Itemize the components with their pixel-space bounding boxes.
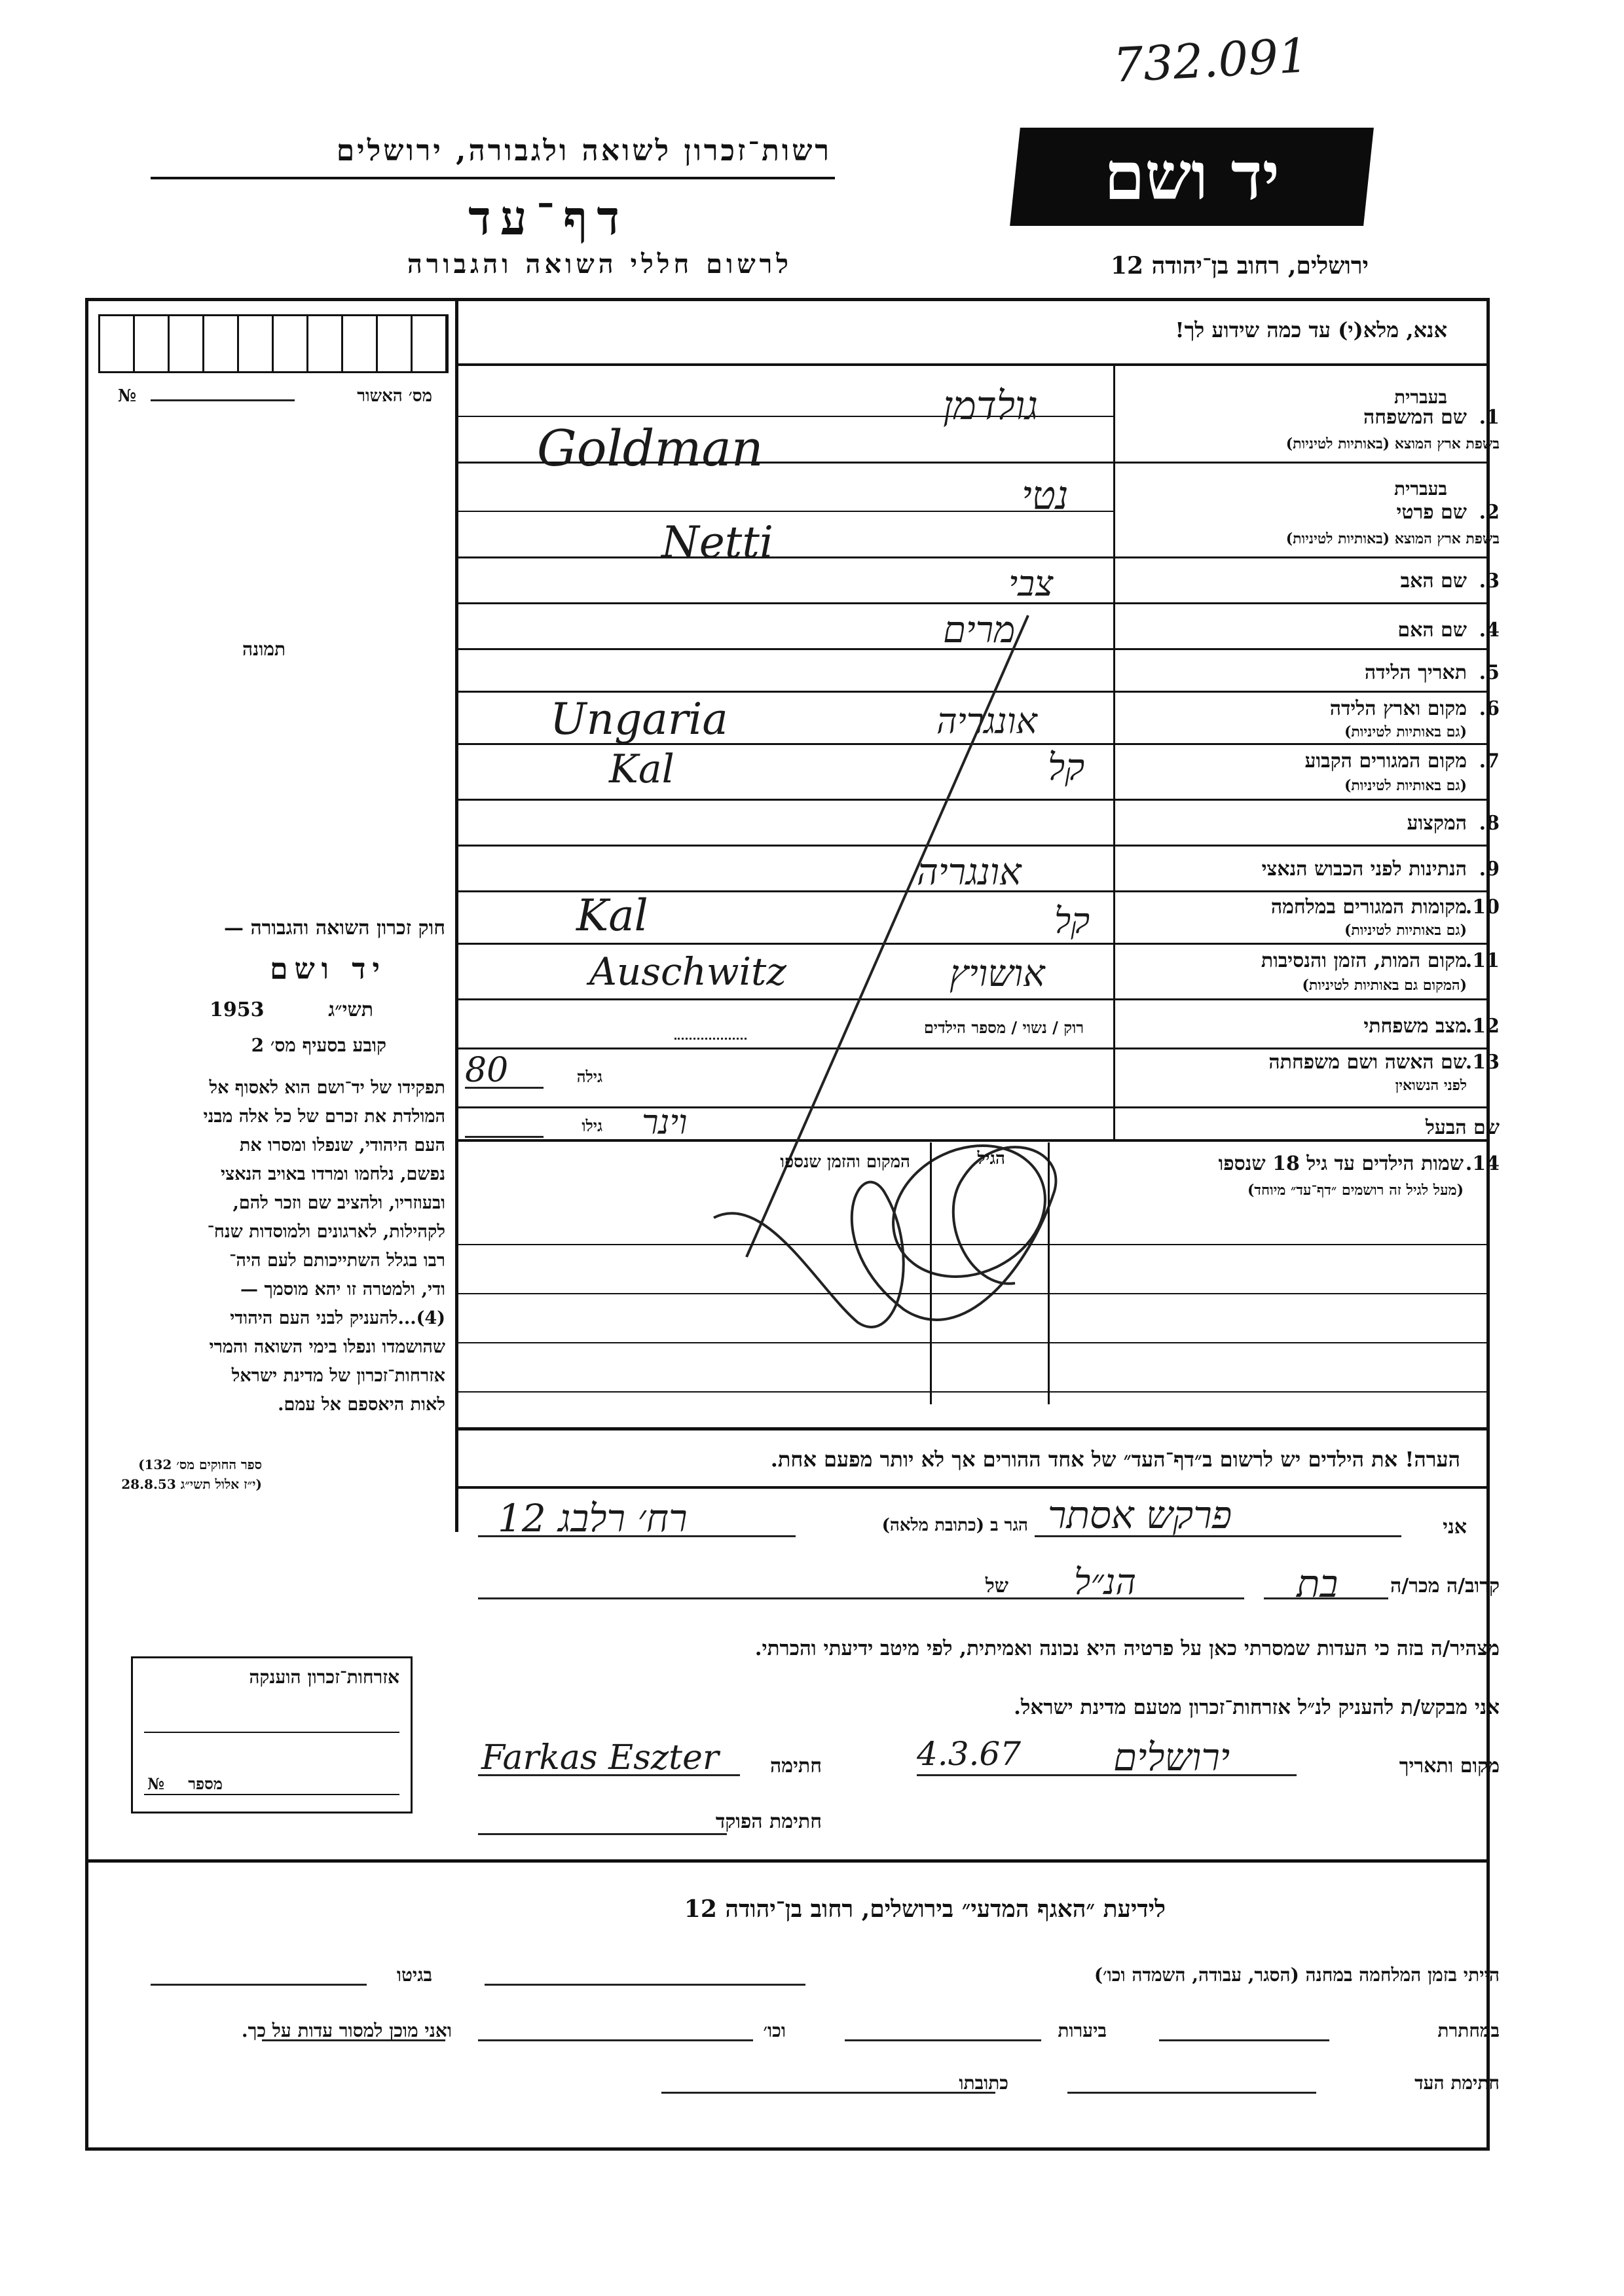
children-row-line (458, 1342, 1490, 1343)
date-value: 4.3.67 (917, 1735, 1022, 1773)
field-1-sub: בשפת ארץ המוצא (באותיות לטיניות) (1285, 435, 1500, 452)
children-row-line (458, 1293, 1490, 1294)
ready-line (262, 2039, 445, 2041)
field-12-options: רוק / נשוי / מספר הילדים (923, 1018, 1084, 1037)
residence-latin-value: Kal (609, 746, 674, 792)
mother-name-value: מרים (943, 609, 1016, 651)
camp-line (485, 1984, 805, 1986)
etc-label: וכו׳ (763, 2020, 786, 2041)
signature-value: Farkas Eszter (481, 1738, 719, 1777)
authority-name: רשות־זכרון לשואה ולגבורה, ירושלים (336, 134, 832, 168)
children-col-divider (930, 1142, 932, 1404)
field-11-num: 11. (1465, 949, 1500, 972)
left-column-divider (455, 298, 458, 1532)
children-col-divider (1048, 1142, 1050, 1404)
place-value: ירושלים (1113, 1735, 1230, 1779)
officer-line (478, 1833, 727, 1835)
note-text: הערה! את הילדים יש לרשום ב״דף־העד״ של אחד ההורים אך לא יותר מפעם אחת. (770, 1447, 1460, 1472)
lower-title: לידיעת ״האגף המדעי״ בירושלים, רחוב בן־יהודה 12 (684, 1895, 1166, 1923)
field-13-num: 13. (1465, 1051, 1500, 1074)
field-11-sub: (המקום גם באותיות לטיניות) (1302, 977, 1467, 994)
death-place-latin-value: Auschwitz (589, 949, 786, 994)
row-subline (458, 511, 1113, 512)
field-2-label: שם פרטי (1396, 501, 1467, 524)
field-11-label: מקום המות, הזמן והנסיבות (1261, 949, 1467, 972)
field-5-num: 5. (1479, 661, 1500, 684)
law-line: לאות היאספם אל עמם. (278, 1394, 445, 1415)
field-9-label: הנתינות לפני הכבוש הנאצי (1261, 858, 1467, 881)
surname-latin-value: Goldman (537, 419, 764, 477)
logo-text: יד ושם (1104, 137, 1280, 215)
ghetto-line (151, 1984, 367, 1986)
age-value: 80 (465, 1051, 509, 1090)
field-10-num: 10. (1465, 896, 1500, 919)
document-number: 732.091 (1112, 27, 1310, 93)
firstname-latin-value: Netti (661, 517, 773, 568)
law-line: רבו בגלל השתייכותם לעם היה־ (229, 1250, 445, 1271)
statement: מצהיר/ה בזה כי העדות שמסרתי כאן על פרטיה היא נכונה ואמיתית, לפי מיטב ידיעתי והכרתי. (754, 1637, 1500, 1660)
gazette-line-1: (ספר החוקים מס׳ 132 (138, 1457, 262, 1472)
children-row-line (458, 1244, 1490, 1245)
citizenship-title: אזרחות־זכרון הוענקה (249, 1666, 399, 1688)
cross-out-scribble (688, 602, 1080, 1355)
approval-boxes (98, 314, 449, 373)
ready-label: ואני מוכן למסור עדות על כך. (241, 2020, 452, 2041)
label-column-divider (1113, 363, 1115, 1139)
field-7-sub: (גם באותיות לטיניות) (1344, 777, 1467, 794)
instruction-rule (458, 363, 1490, 366)
lower-line1: הייתי בזמן המלחמה במחנה (הסגר, עבודה, השמדה וכו׳) (1094, 1964, 1500, 1986)
children-section-bottom (458, 1427, 1490, 1430)
instruction: אנא, מלא(י) עד כמה שידוע לך! (1175, 318, 1447, 342)
law-line: שהושמדו ונפלו בימי השואה והמרי (209, 1337, 445, 1357)
law-year-hebrew: תשי״ג (328, 998, 373, 1021)
witness-sig-line (1067, 2092, 1316, 2094)
children-num: 14. (1465, 1152, 1500, 1175)
field-3-label: שם האב (1400, 570, 1467, 592)
witness-address-label: כתובתו (959, 2072, 1008, 2094)
field-10-label: מקומות המגורים במלחמה (1270, 896, 1467, 919)
wartime-residence-hebrew-value: קל (1054, 900, 1090, 941)
law-line: העם היהודי, שנפלו ומסרו את (239, 1135, 445, 1156)
signature-label: חתימה (770, 1755, 822, 1777)
law-name: יד ושם (270, 953, 386, 986)
field-13-sub: לפני הנשואין (1395, 1077, 1467, 1094)
children-label: שמות הילדים עד גיל 18 שנספו (1218, 1152, 1464, 1175)
number-label: מספר (188, 1774, 223, 1793)
gazette-line-2: י״ז אלול תשי״ג 28.8.53) (121, 1476, 262, 1492)
husband-age-line (465, 1136, 544, 1138)
field-9-num: 9. (1479, 858, 1500, 881)
declarant-name-value: פרקש אסתר (1048, 1493, 1232, 1537)
officer-label: חתימת הפוקד (715, 1810, 822, 1833)
firstname-hebrew-value: נטי (1022, 473, 1069, 519)
forests-line (845, 2039, 1041, 2041)
approval-number-line (151, 399, 295, 401)
law-line: נפשם, נלחמו ומרדו באויב הנאצי (220, 1164, 445, 1184)
children-col-age: הגיל (977, 1149, 1005, 1169)
surname-hebrew-value: גולדמן (943, 383, 1039, 429)
forests-label: ביערות (1058, 2020, 1107, 2041)
children-sub: (מעל לגיל זה רושמים ״דף־עד״ מיוחד) (1247, 1182, 1464, 1199)
row-line (458, 556, 1490, 558)
field-12-num: 12. (1465, 1015, 1500, 1038)
field-1-num: 1. (1479, 406, 1500, 429)
law-line: אזרחות־זכרון של מדינת ישראל (231, 1366, 445, 1386)
approval-number-mark: № (118, 386, 137, 406)
law-year: 1953 (210, 998, 265, 1021)
witness-sig-label: חתימת העד (1414, 2072, 1500, 2094)
underground-line (1159, 2039, 1329, 2041)
law-line: לקהילות, לארגונים ולמוסדות שנח־ (207, 1222, 445, 1242)
birthplace-latin-value: Ungaria (550, 694, 728, 744)
header-divider (151, 177, 835, 179)
field-5-label: תאריך הלידה (1364, 661, 1467, 684)
residing-label: הגר ב (כתובת מלאה) (881, 1516, 1028, 1535)
field-2-sub: בשפת ארץ המוצא (באותיות לטיניות) (1285, 530, 1500, 547)
field-8-label: המקצוע (1407, 812, 1467, 835)
place-date-line (917, 1774, 1297, 1776)
wartime-residence-latin-value: Kal (576, 890, 648, 941)
field-1-lang: בעברית (1393, 386, 1447, 408)
place-date-label: מקום ותאריך (1399, 1755, 1500, 1777)
number-mark: № (147, 1774, 165, 1793)
law-title: חוק זכרון השואה והגבורה — (224, 917, 445, 939)
declarant-address-value: רח׳ רלבג 12 (498, 1496, 688, 1540)
children-row-line (458, 1391, 1490, 1393)
address-header: ירושלים, רחוב בן־יהודה 12 (1110, 252, 1369, 280)
field-13-age-label: גילה (576, 1067, 602, 1086)
husband-name-value: וינר (642, 1103, 688, 1142)
citizenship-rule (144, 1732, 399, 1733)
field-6-sub: (גם באותיות לטיניות) (1344, 723, 1467, 740)
law-text (98, 1074, 445, 1419)
residence-hebrew-value: קל (1048, 746, 1085, 789)
children-col-place: המקום והזמן שנספו (780, 1152, 910, 1172)
father-name-value: צבי (1008, 563, 1054, 604)
field-3-num: 3. (1479, 570, 1500, 592)
form-title: דף־עד (468, 190, 629, 246)
law-line: (4)...להעניק לבני העם היהודי (230, 1308, 445, 1328)
law-line: ודי, ולמטרה זו יהא מוסמך — (240, 1279, 445, 1300)
relative-value: בת (1297, 1561, 1338, 1606)
relative-label: קרוב/ה מכר/ה (1390, 1575, 1500, 1597)
field-8-num: 8. (1479, 812, 1500, 835)
approval-number-label: מס׳ האשור (357, 386, 432, 406)
ghetto-label: בגיטו (396, 1964, 432, 1986)
photo-label: תמונה (242, 638, 286, 660)
declaration-ani: אני (1443, 1516, 1467, 1539)
number-rule (144, 1794, 399, 1795)
law-clause: קובע בסעיף מס׳ 2 (251, 1034, 386, 1056)
field-1-label: שם המשפחה (1363, 406, 1467, 429)
husband-age-label: גילו (581, 1116, 602, 1135)
of-value: הנ״ל (1074, 1561, 1136, 1603)
birthplace-hebrew-value: אונגריה (936, 701, 1037, 742)
citizenship-value: אונגריה (917, 851, 1022, 894)
law-line: ובעוזריו, ולהציב שם וזכר להם, (232, 1193, 445, 1213)
lower-divider (85, 1859, 1490, 1863)
of-label: של (985, 1575, 1008, 1597)
field-2-lang: בעברית (1393, 478, 1447, 500)
form-subtitle: לרשום חללי השואה והגבורה (407, 249, 792, 280)
request: אני מבקש/ת להעניק לנ״ל אזרחות־זכרון מטעם מדינת ישראל. (1014, 1696, 1500, 1719)
field-13-label: שם האשה ושם משפחתה (1268, 1051, 1467, 1074)
field-6-num: 6. (1479, 697, 1500, 720)
field-6-label: מקום וארץ הלידה (1329, 697, 1467, 720)
field-10-sub: (גם באותיות לטיניות) (1344, 922, 1467, 939)
witness-address-line (661, 2092, 995, 2094)
etc-line (478, 2039, 753, 2041)
death-place-hebrew-value: אושויץ (950, 953, 1045, 995)
field-4-num: 4. (1479, 619, 1500, 642)
field-2-num: 2. (1479, 501, 1500, 524)
law-line: תפקידו של יד־ושם הוא לאסוף אל (209, 1078, 445, 1098)
of-line (1041, 1597, 1231, 1599)
husband-label: שם הבעל (1425, 1116, 1500, 1139)
field-12-label: מצב משפחתי (1363, 1015, 1467, 1038)
field-4-label: שם האם (1397, 619, 1467, 642)
law-line: המולדת את זכרם של כל אלה מבני (203, 1106, 445, 1127)
field-7-num: 7. (1479, 750, 1500, 773)
note-bottom (458, 1486, 1490, 1489)
underground-label: במחתרת (1437, 2020, 1500, 2041)
field-7-label: מקום המגורים הקבוע (1304, 750, 1467, 773)
